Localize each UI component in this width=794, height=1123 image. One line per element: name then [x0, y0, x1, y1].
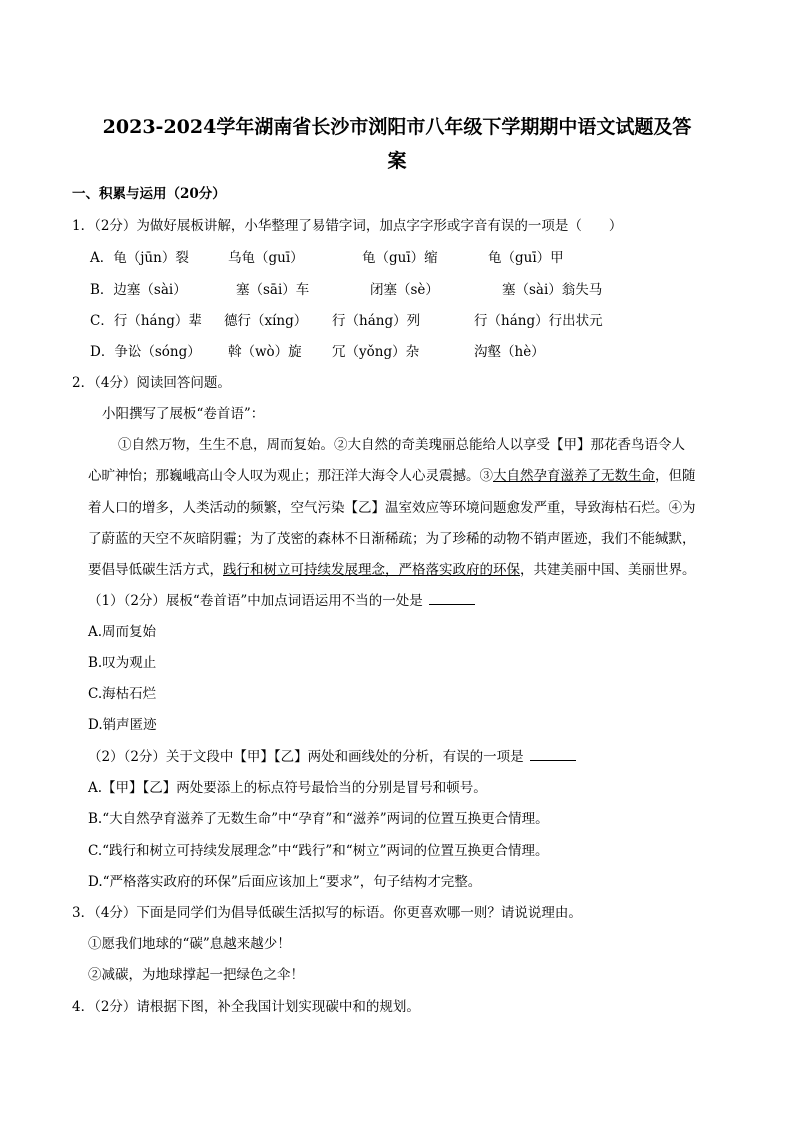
answer-blank — [429, 592, 475, 605]
option-cell: D．争讼（sóng） — [90, 344, 201, 360]
question-1-stem: 1．（2分）为做好展板讲解，小华整理了易错字词，加点字字形或字音有误的一项是（ ） — [72, 218, 623, 234]
q2-sub2-option: B.“大自然孕育滋养了无数生命”中“孕育”和“滋养”两词的位置互换更合情理。 — [88, 811, 549, 827]
q2-sub1-option: C.海枯石烂 — [88, 686, 157, 702]
option-cell: 乌龟（guī） — [228, 250, 304, 266]
option-cell: 塞（sāi）车 — [236, 282, 310, 298]
question-2-stem: 2．（4分）阅读回答问题。 — [72, 375, 231, 391]
q2-sub1-option: D.销声匿迹 — [88, 717, 157, 733]
option-cell: C．行（háng）辈 — [90, 313, 202, 329]
q2-sub2-option: D.“严格落实政府的环保”后面应该加上“要求”，句子结构才完整。 — [88, 874, 482, 890]
q1-option-c — [90, 311, 730, 331]
q2-paragraph-line — [88, 560, 696, 580]
q2-paragraph-line: ①自然万物，生生不息，周而复始。②大自然的奇美瑰丽总能给人以享受【甲】那花香鸟语令人 — [118, 437, 685, 453]
option-cell: A．龟（jūn）裂 — [90, 250, 189, 266]
section-heading: 一、积累与运用（20分） — [72, 186, 226, 202]
q2-sub2-option: A.【甲】【乙】两处要添上的标点符号最恰当的分别是冒号和顿号。 — [88, 780, 487, 796]
option-cell: 龟（guī）缩 — [362, 250, 438, 266]
document-title-continued: 案 — [387, 150, 407, 172]
option-cell: 德行（xíng） — [224, 313, 308, 329]
q1-option-a — [90, 248, 730, 268]
q2-sub1-stem — [88, 591, 475, 611]
question-3-stem: 3．（4分）下面是同学们为倡导低碳生活拟写的标语。你更喜欢哪一则？请说说理由。 — [72, 905, 582, 921]
option-cell: B．边塞（sài） — [90, 282, 187, 298]
underlined-sentence: 践行和树立可持续发展理念，严格落实政府的环保 — [223, 562, 520, 578]
q2-paragraph-line: 着人口的增多，人类活动的频繁，空气污染【乙】温室效应等环境问题愈发严重，导致海枯石烂。④为 — [88, 500, 696, 516]
q1-option-b — [90, 280, 730, 300]
underlined-sentence: 大自然孕育滋养了无数生命 — [493, 468, 655, 484]
q2-paragraph-line: 了蔚蓝的天空不灰暗阴霾；为了茂密的森林不日渐稀疏；为了珍稀的动物不销声匿迹，我们不能缄默， — [88, 531, 696, 547]
q2-sub2-stem — [88, 747, 576, 767]
option-cell: 行（háng）行出状元 — [474, 313, 603, 329]
text: ，共建美丽中国、美丽世界。 — [520, 562, 696, 578]
text: （2）（2分）关于文段中【甲】【乙】两处和画线处的分析，有误的一项是 — [88, 749, 524, 765]
option-cell: 斡（wò）旋 — [228, 344, 302, 360]
q2-intro: 小阳撰写了展板“卷首语”： — [102, 406, 265, 422]
option-cell: 闭塞（sè） — [370, 282, 439, 298]
text: （1）（2分）展板“卷首语”中加点词语运用不当的一处是 — [88, 593, 423, 609]
question-4-stem: 4．（2分）请根据下图，补全我国计划实现碳中和的规划。 — [72, 999, 420, 1015]
option-cell: 沟壑（hè） — [474, 344, 545, 360]
q2-paragraph-line — [88, 466, 696, 486]
q2-sub2-option: C.“践行和树立可持续发展理念”中“践行”和“树立”两词的位置互换更合情理。 — [88, 843, 549, 859]
q3-slogan: ①愿我们地球的“碳”息越来越少！ — [88, 936, 291, 952]
q2-sub1-option: A.周而复始 — [88, 624, 157, 640]
document-title: 2023-2024学年湖南省长沙市浏阳市八年级下学期期中语文试题及答 — [102, 116, 692, 138]
answer-blank — [530, 748, 576, 761]
option-cell: 龟（guī）甲 — [488, 250, 564, 266]
option-cell: 塞（sài）翁失马 — [502, 282, 603, 298]
q2-sub1-option: B.叹为观止 — [88, 655, 157, 671]
option-cell: 冗（yǒng）杂 — [332, 344, 420, 360]
q1-option-d — [90, 342, 730, 362]
text: ，但随 — [655, 468, 696, 484]
text: 心旷神怡；那巍峨高山令人叹为观止；那汪洋大海令人心灵震撼。③ — [88, 468, 493, 484]
option-cell: 行（háng）列 — [332, 313, 421, 329]
q3-slogan: ②减碳，为地球撑起一把绿色之伞！ — [88, 967, 304, 983]
text: 要倡导低碳生活方式， — [88, 562, 223, 578]
